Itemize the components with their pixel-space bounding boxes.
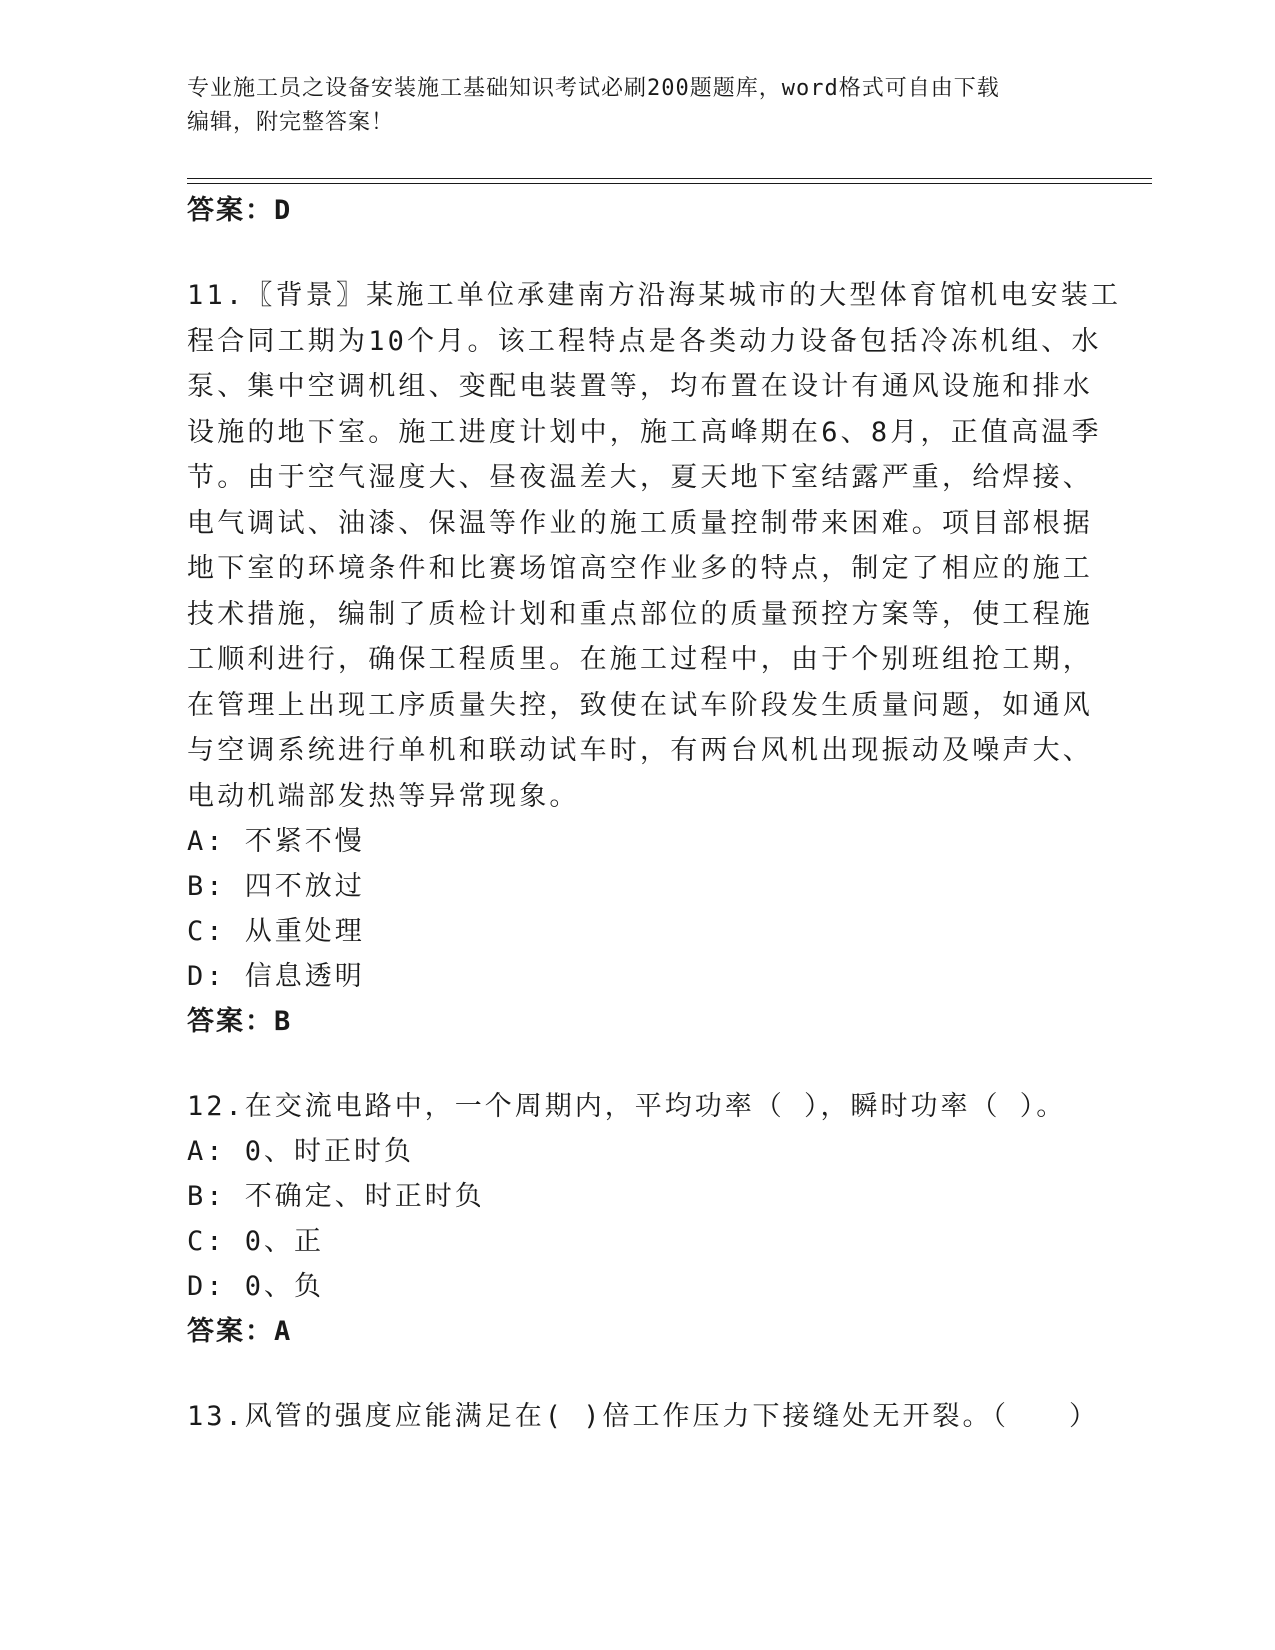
question-11-line: 泵、集中空调机组、变配电装置等，均布置在设计有通风设施和排水 bbox=[187, 371, 1093, 402]
question-11-option-c: C: 从重处理 bbox=[187, 916, 365, 947]
header-line-2: 编辑，附完整答案！ bbox=[187, 110, 395, 135]
page-header bbox=[187, 72, 1067, 140]
question-11-line: 工顺利进行，确保工程质里。在施工过程中，由于个别班组抢工期， bbox=[187, 644, 1093, 675]
header-rule-top bbox=[187, 178, 1152, 179]
question-11-line: 在管理上出现工序质量失控，致使在试车阶段发生质量问题，如通风 bbox=[187, 689, 1093, 721]
question-12-option-c: C: 0、正 bbox=[187, 1226, 325, 1257]
header-rule-bottom bbox=[187, 183, 1152, 184]
header-line-1: 专业施工员之设备安装施工基础知识考试必刷200题题库，word格式可自由下载 bbox=[187, 76, 1000, 101]
question-11-line: 程合同工期为10个月。该工程特点是各类动力设备包括冷冻机组、水 bbox=[187, 325, 1102, 357]
question-11-line: 设施的地下室。施工进度计划中，施工高峰期在6、8月，正值高温季 bbox=[187, 416, 1102, 448]
question-11-line: 节。由于空气湿度大、昼夜温差大，夏天地下室结露严重，给焊接、 bbox=[187, 462, 1093, 493]
question-11-line: 电动机端部发热等异常现象。 bbox=[187, 780, 580, 812]
question-11-option-b: B: 四不放过 bbox=[187, 871, 365, 902]
spacer bbox=[187, 1354, 1087, 1394]
question-11-option-d: D: 信息透明 bbox=[187, 961, 365, 992]
question-12-option-b: B: 不确定、时正时负 bbox=[187, 1181, 485, 1212]
question-11-line: 电气调试、油漆、保温等作业的施工质量控制带来困难。项目部根据 bbox=[187, 507, 1093, 539]
question-11-line: 地下室的环境条件和比赛场馆高空作业多的特点，制定了相应的施工 bbox=[187, 553, 1093, 584]
question-11-option-a: A: 不紧不慢 bbox=[187, 826, 365, 857]
question-11-line: 11.〖背景〗某施工单位承建南方沿海某城市的大型体育馆机电安装工 bbox=[187, 280, 1122, 311]
spacer bbox=[187, 1044, 1087, 1084]
question-11-text bbox=[187, 273, 1122, 819]
question-12-option-d: D: 0、负 bbox=[187, 1271, 325, 1302]
question-12-answer: 答案：A bbox=[187, 1316, 293, 1347]
document-body bbox=[187, 188, 1122, 1439]
previous-answer: 答案：D bbox=[187, 195, 293, 226]
question-11-line: 技术措施，编制了质检计划和重点部位的质量预控方案等，使工程施 bbox=[187, 598, 1093, 630]
question-12-option-a: A: 0、时正时负 bbox=[187, 1136, 415, 1167]
question-13-text: 13.风管的强度应能满足在( )倍工作压力下接缝处无开裂。（ ） bbox=[187, 1401, 1100, 1432]
spacer bbox=[187, 233, 1087, 273]
question-12-text: 12.在交流电路中，一个周期内，平均功率（ ），瞬时功率（ ）。 bbox=[187, 1091, 1067, 1122]
question-11-answer: 答案：B bbox=[187, 1006, 293, 1037]
question-11-line: 与空调系统进行单机和联动试车时，有两台风机出现振动及噪声大、 bbox=[187, 735, 1093, 766]
